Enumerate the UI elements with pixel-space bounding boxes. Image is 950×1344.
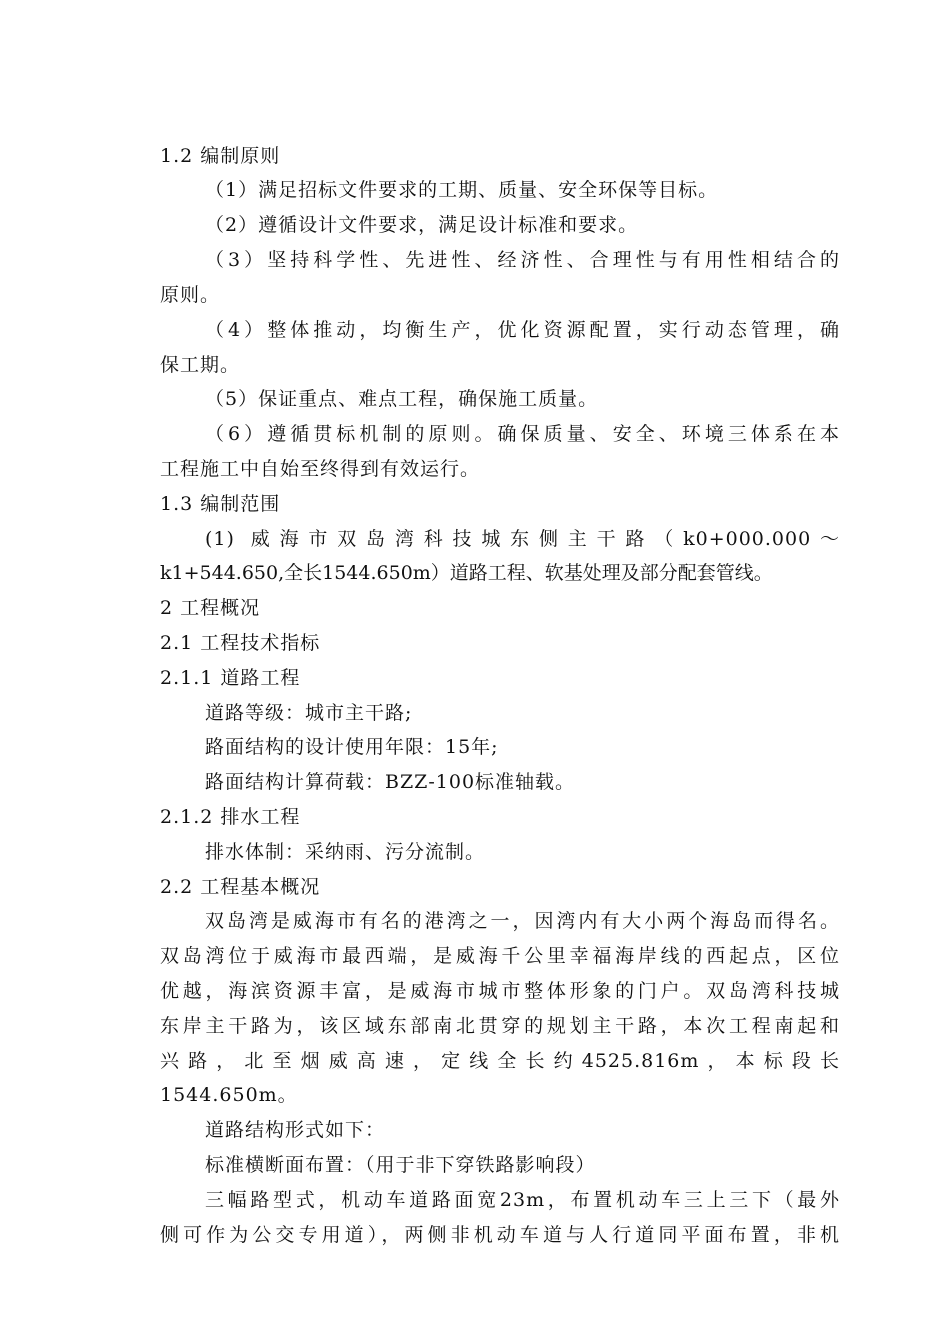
section-heading-1-3: 1.3 编制范围 <box>160 493 281 515</box>
overview-line-1: 双岛湾是威海市有名的港湾之一，因湾内有大小两个海岛而得名。 <box>205 910 840 932</box>
principle-item-2: （2）遵循设计文件要求，满足设计标准和要求。 <box>205 214 639 236</box>
overview-line-4: 东岸主干路为，该区域东部南北贯穿的规划主干路，本次工程南起和 <box>160 1015 840 1037</box>
road-structure-intro: 道路结构形式如下： <box>205 1119 386 1141</box>
design-life: 路面结构的设计使用年限：15年; <box>205 736 499 758</box>
scope-item-1-line-2: k1+544.650,全长1544.650m）道路工程、软基处理及部分配套管线。 <box>160 562 773 584</box>
section-heading-2-1: 2.1 工程技术指标 <box>160 632 321 654</box>
principle-item-4-line-1: （4）整体推动，均衡生产，优化资源配置，实行动态管理，确 <box>205 319 840 341</box>
section-heading-2-1-2: 2.1.2 排水工程 <box>160 806 301 828</box>
section-heading-2-2: 2.2 工程基本概况 <box>160 876 321 898</box>
principle-item-6-line-2: 工程施工中自始至终得到有效运行。 <box>160 458 481 480</box>
overview-line-3: 优越，海滨资源丰富，是威海市城市整体形象的门户。双岛湾科技城 <box>160 980 840 1002</box>
section-heading-2: 2 工程概况 <box>160 597 261 619</box>
section-heading-1-2: 1.2 编制原则 <box>160 145 281 167</box>
scope-item-1-line-1: (1) 威海市双岛湾科技城东侧主干路（k0+000.000～ <box>205 528 840 550</box>
principle-item-4-line-2: 保工期。 <box>160 354 241 376</box>
principle-item-5: （5）保证重点、难点工程，确保施工质量。 <box>205 388 599 410</box>
cross-section-layout: 标准横断面布置：（用于非下穿铁路影响段） <box>205 1154 596 1176</box>
cross-section-line-1: 三幅路型式，机动车道路面宽23m，布置机动车三上三下（最外 <box>205 1189 840 1211</box>
principle-item-3-line-2: 原则。 <box>160 284 221 306</box>
principle-item-3-line-1: （3）坚持科学性、先进性、经济性、合理性与有用性相结合的 <box>205 249 840 271</box>
overview-line-2: 双岛湾位于威海市最西端，是威海千公里幸福海岸线的西起点，区位 <box>160 945 840 967</box>
drainage-system: 排水体制：采纳雨、污分流制。 <box>205 841 486 863</box>
overview-line-6: 1544.650m。 <box>160 1084 298 1106</box>
principle-item-6-line-1: （6）遵循贯标机制的原则。确保质量、安全、环境三体系在本 <box>205 423 840 445</box>
overview-line-5: 兴路，北至烟威高速，定线全长约4525.816m，本标段长 <box>160 1050 840 1072</box>
section-heading-2-1-1: 2.1.1 道路工程 <box>160 667 301 689</box>
design-load: 路面结构计算荷载：BZZ-100标准轴载。 <box>205 771 576 793</box>
road-grade: 道路等级：城市主干路; <box>205 702 413 724</box>
cross-section-line-2: 侧可作为公交专用道），两侧非机动车道与人行道同平面布置，非机 <box>160 1224 840 1246</box>
principle-item-1: （1）满足招标文件要求的工期、质量、安全环保等目标。 <box>205 179 719 201</box>
